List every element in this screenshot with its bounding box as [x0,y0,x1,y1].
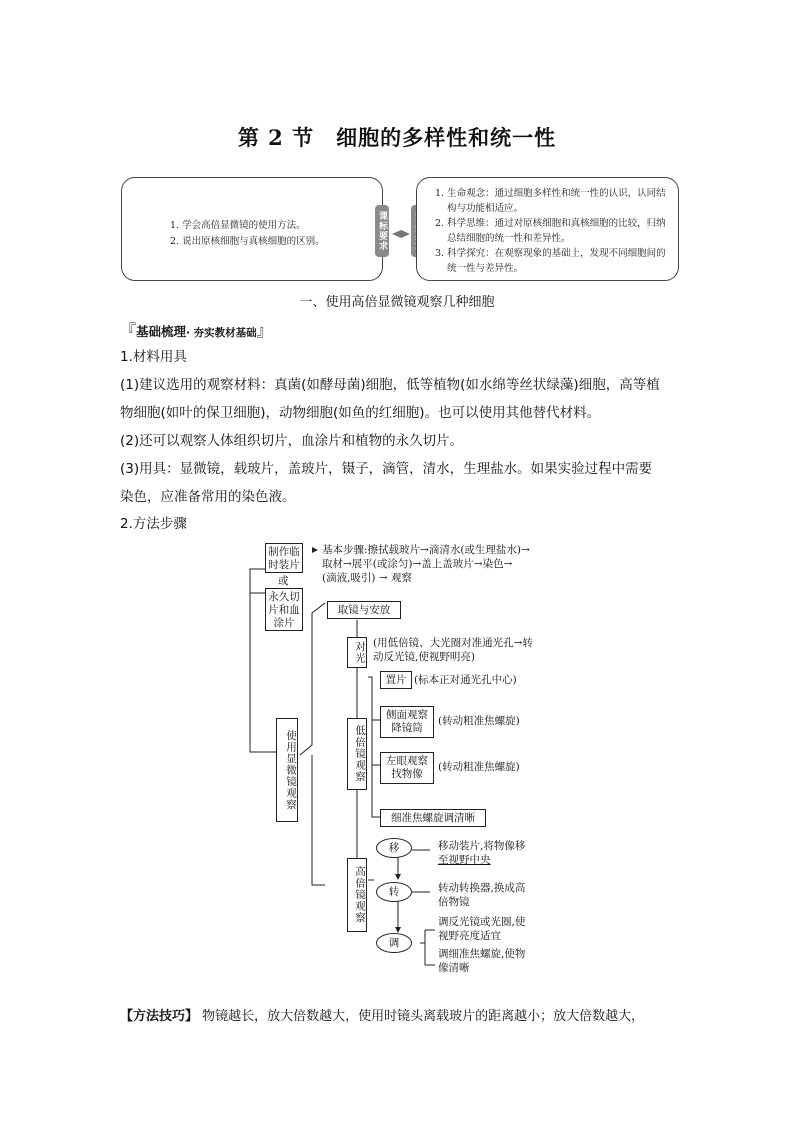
fine-adjust-box: 细准焦螺旋调清晰 [380,809,486,827]
coarse-desc-2: (转动粗准焦螺旋) [438,761,520,773]
place-slide-box: 置片 [380,671,412,689]
align-light-box: 对光 [347,637,367,668]
curriculum-item-2: 2. 说出原核细胞与真核细胞的区别。 [170,236,325,247]
high-power-box: 高倍镜观察 [347,858,367,932]
coarse-desc-1: (转动粗准焦螺旋) [438,715,520,727]
para-materials-line-1: (1)建议选用的观察材料：真菌(如酵母菌)细胞，低等植物(如水绵等丝状绿藻)细胞，高等植 [120,377,660,393]
para-tools-line-2: 染色，应准备常用的染色液。 [120,489,296,505]
take-mirror-box: 取镜与安放 [327,601,401,619]
competency-line-4: 总结细胞的统一性和差异性。 [447,233,571,244]
para-tools-line-1: (3)用具：显微镜，载玻片，盖玻片，镊子，滴管，清水，生理盐水。如果实验过程中需要 [120,461,653,477]
para-slides: (2)还可以观察人体组织切片，血涂片和植物的永久切片。 [120,433,464,449]
competency-line-5: 3. 科学探究：在观察现象的基础上，发现不同细胞间的 [435,248,666,259]
place-slide-desc: (标本正对通光孔中心) [414,674,517,686]
method-tip-text: 物镜越长，放大倍数越大，使用时镜头离载玻片的距离越小；放大倍数越大， [202,1009,645,1024]
method-tip [120,1007,644,1027]
basic-steps-line-1: 基本步骤:擦拭载玻片→滴清水(或生理盐水)→ [322,544,530,556]
competency-line-1: 1. 生命观念：通过细胞多样性和统一性的认识，认同结 [435,188,666,199]
use-microscope-box: 使用显微镜观察 [276,718,298,822]
method-tip-label: 【方法技巧】 [120,1009,199,1024]
competency-line-3: 2. 科学思维：通过对原核细胞和真核细胞的比较，归纳 [435,218,666,229]
left-bracket-icon: 『 [120,321,137,340]
align-light-desc-2: 动反光镜,使视野明亮) [373,651,475,663]
move-oval: 移 [376,838,412,858]
basic-steps-line-2: 取材→展平(或涂匀)→盖上盖玻片→染色→ [322,558,513,570]
right-bracket-icon: 』 [256,321,273,340]
adjust-desc-3: 调细准焦螺旋,使物 [438,948,526,960]
turn-desc-1: 转动转换器,换成高 [438,882,526,894]
basic-steps-line-3: (滴液,吸引) → 观察 [322,572,413,584]
left-eye-box: 左眼观察找物像 [380,752,434,784]
make-slide-box: 制作临时装片 [265,543,303,573]
curriculum-item-1: 1. 学会高倍显微镜的使用方法。 [170,220,306,231]
basics-subtitle: · 夯实教材基础 [186,327,257,339]
move-desc-2: 至视野中央 [438,854,491,866]
or-label: 或 [278,575,289,587]
side-view-box: 侧面观察降镜筒 [380,706,434,738]
adjust-desc-2: 视野亮度适宜 [438,930,501,942]
para-materials-line-2: 物细胞(如叶的保卫细胞)，动物细胞(如鱼的红细胞)。也可以使用其他替代材料。 [120,405,601,421]
permanent-slide-box: 永久切片和血涂片 [265,588,303,631]
basics-title: 基础梳理 [136,324,187,339]
heading-materials: 1.材料用具 [120,349,187,365]
turn-desc-2: 倍物镜 [438,896,470,908]
section-heading: 一、使用高倍显微镜观察几种细胞 [299,295,495,310]
align-light-desc-1: (用低倍镜、大光圈对准通光孔→转 [373,637,533,649]
competency-line-2: 构与功能相适应。 [447,203,524,214]
curriculum-tab: 课标要求 [375,205,389,257]
page-title: 第 2 节 细胞的多样性和统一性 [237,125,557,150]
heading-method: 2.方法步骤 [120,516,187,532]
turn-oval: 转 [376,882,412,902]
adjust-desc-1: 调反光镜或光圈,使 [438,916,526,928]
adjust-desc-4: 像清晰 [438,962,470,974]
adjust-oval: 调 [376,933,412,953]
low-power-box: 低倍镜观察 [347,718,367,790]
competency-line-6: 统一性与差异性。 [447,263,524,274]
move-desc-1: 移动装片,将物像移 [438,840,526,852]
